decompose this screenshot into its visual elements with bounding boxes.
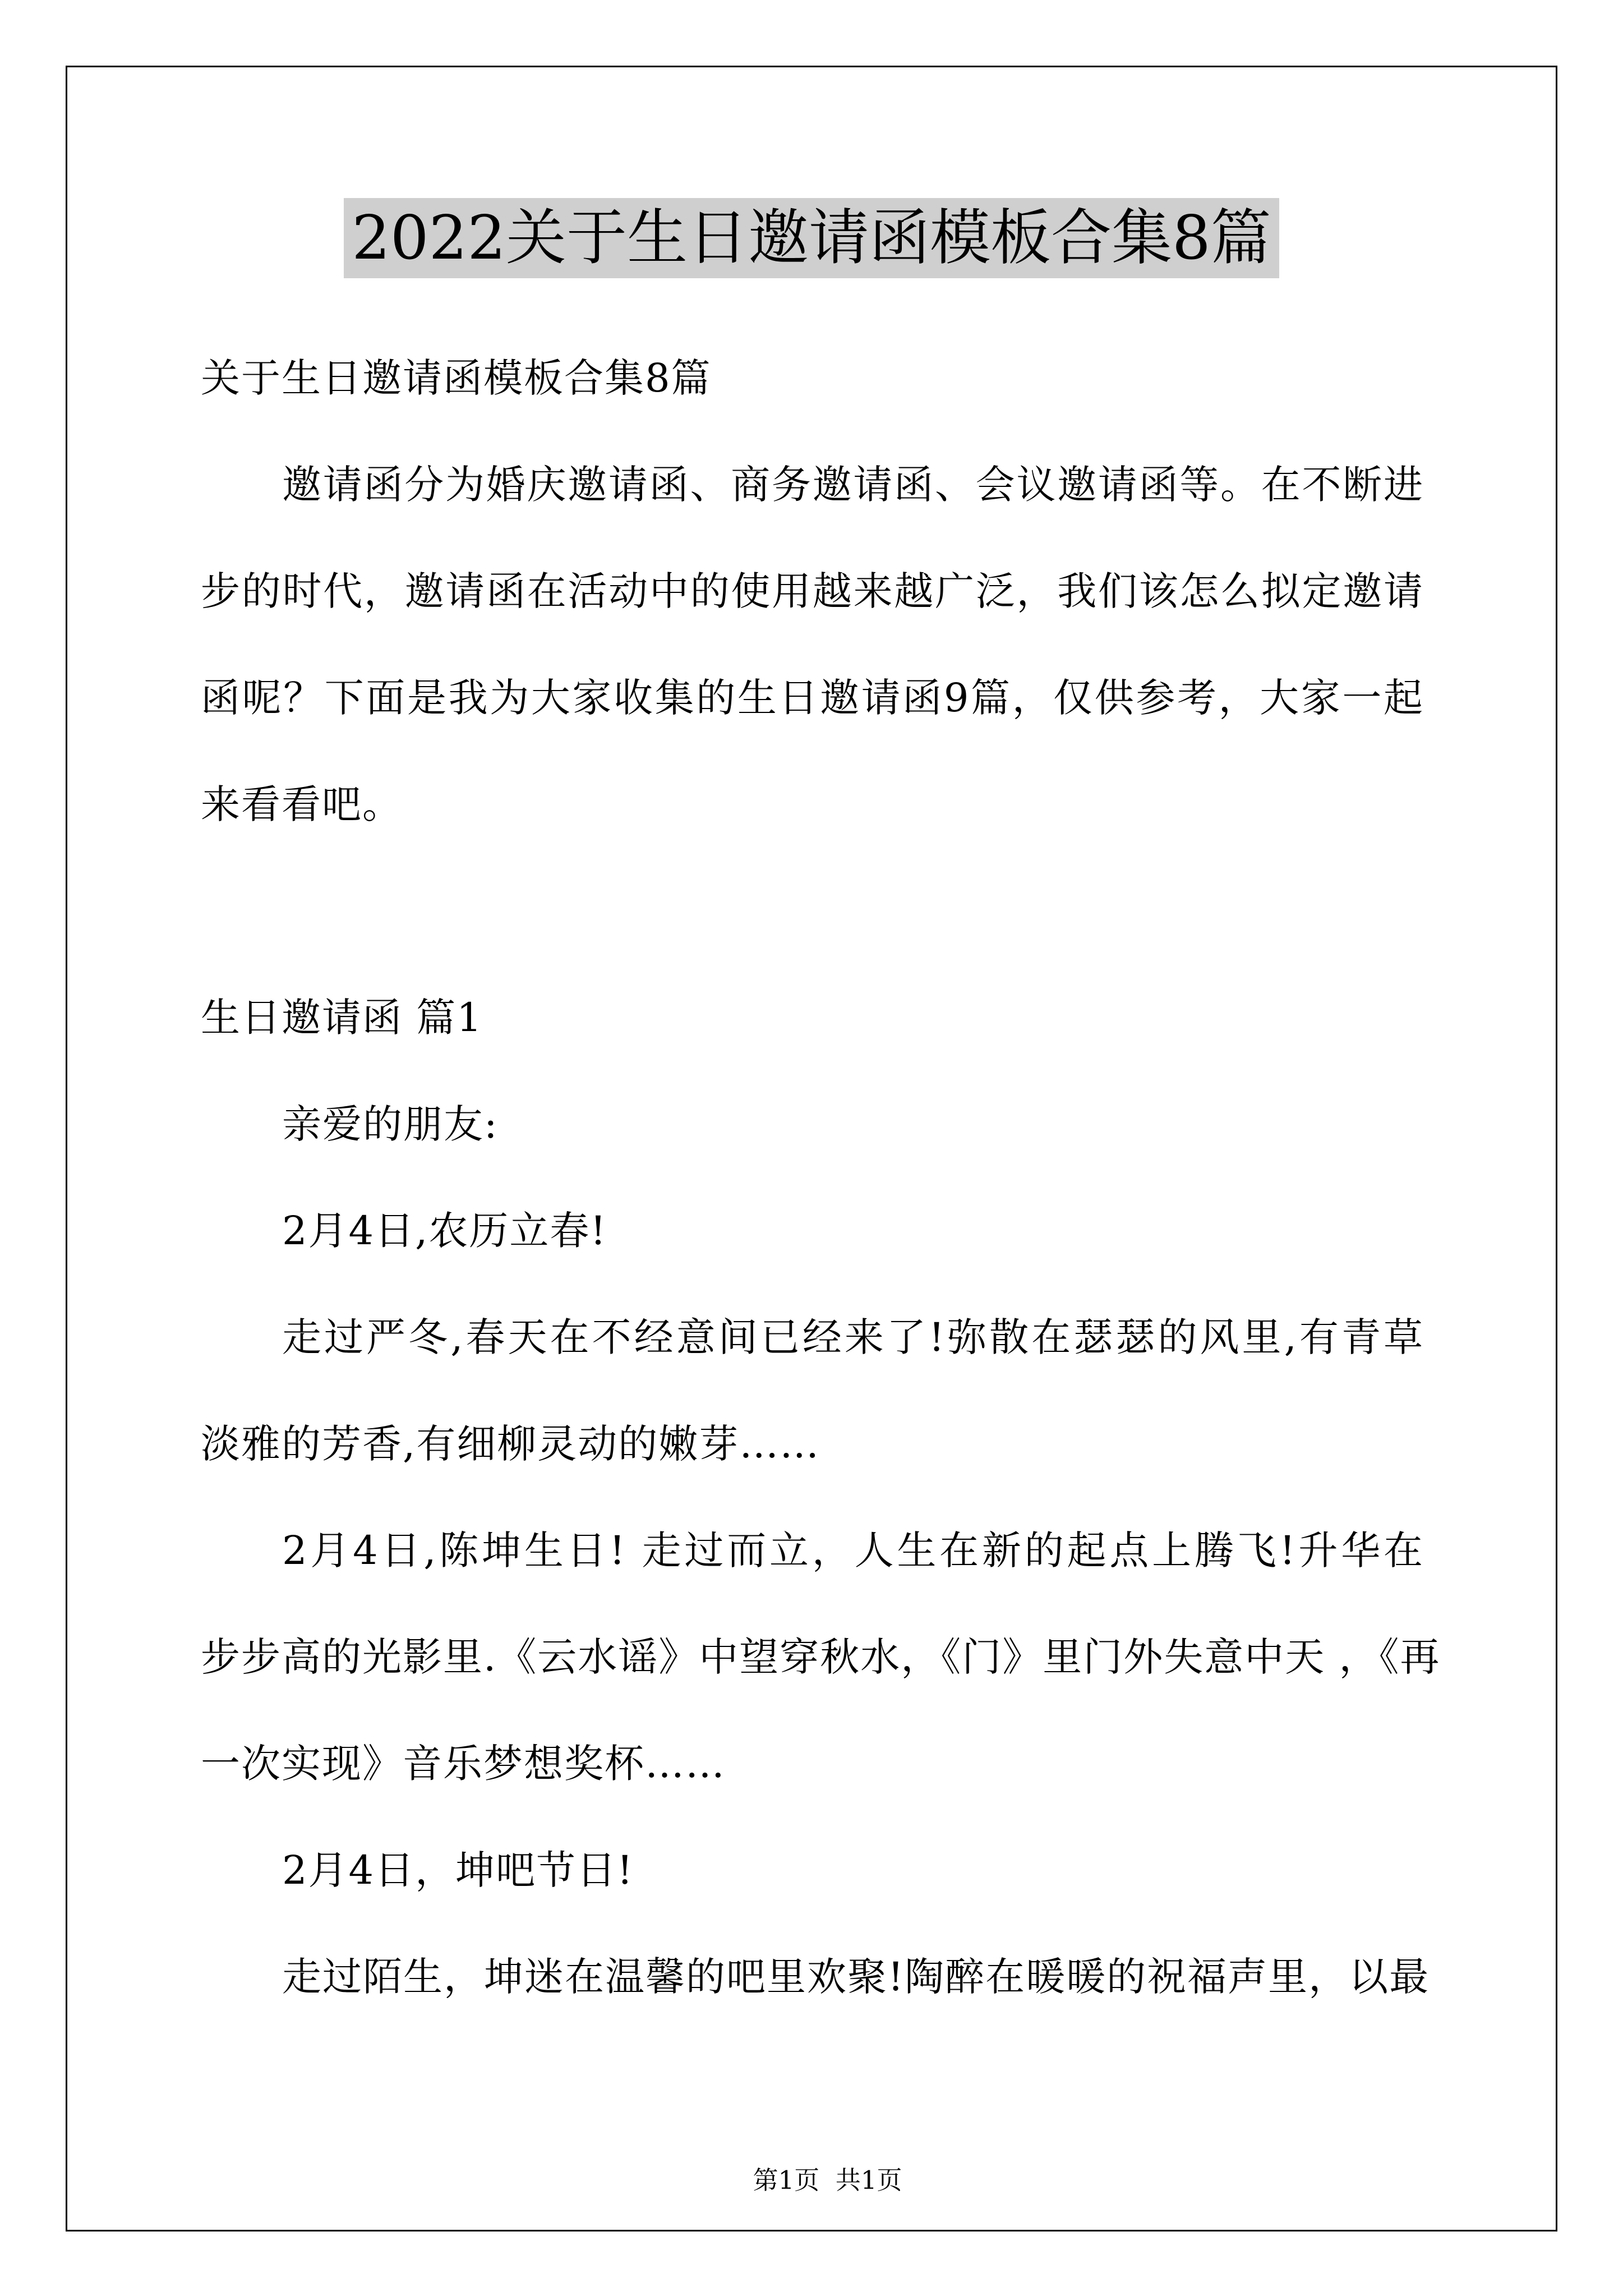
document-body bbox=[201, 325, 1441, 2030]
page-number-label: 第1页 共1页 bbox=[753, 2165, 902, 2195]
date-line: 2月4日,农历立春! bbox=[282, 1208, 607, 1254]
paragraph-line: 一次实现》音乐梦想奖杯…… bbox=[201, 1741, 726, 1787]
birthday-paragraph bbox=[201, 1497, 1441, 1817]
intro-line: 邀请函分为婚庆邀请函、商务邀请函、会议邀请函等。在不断进 bbox=[282, 462, 1424, 508]
greeting-line: 亲爱的朋友: bbox=[282, 1101, 499, 1147]
paragraph-line: 2月4日,陈坤生日! 走过而立，人生在新的起点上腾飞!升华在 bbox=[282, 1527, 1424, 1573]
paragraph-line: 走过严冬,春天在不经意间已经来了!弥散在瑟瑟的风里,有青草 bbox=[282, 1314, 1424, 1360]
intro-line: 来看看吧。 bbox=[201, 781, 403, 827]
document-title: 2022关于生日邀请函模板合集8篇 bbox=[344, 198, 1279, 278]
page-footer bbox=[0, 2130, 1623, 2195]
paragraph-line: 淡雅的芳香,有细柳灵动的嫩芽…… bbox=[201, 1421, 820, 1467]
document-subtitle: 关于生日邀请函模板合集8篇 bbox=[201, 355, 712, 401]
title-block bbox=[0, 198, 1623, 278]
paragraph-line: 2月4日，坤吧节日! bbox=[282, 1847, 634, 1893]
blank-line bbox=[201, 858, 1424, 964]
paragraph-line: 走过陌生，坤迷在温馨的吧里欢聚!陶醉在暖暖的祝福声里，以最 bbox=[282, 1954, 1430, 2000]
intro-paragraph bbox=[201, 431, 1424, 858]
festival-paragraph bbox=[201, 1817, 1424, 1924]
gathering-paragraph bbox=[201, 1924, 1430, 2030]
paragraph-line: 步步高的光影里.《云水谣》中望穿秋水，《门》里门外失意中天 ，《再 bbox=[201, 1634, 1441, 1680]
intro-line: 步的时代，邀请函在活动中的使用越来越广泛，我们该怎么拟定邀请 bbox=[201, 568, 1424, 614]
intro-line: 函呢？下面是我为大家收集的生日邀请函9篇，仅供参考，大家一起 bbox=[201, 675, 1424, 721]
date-paragraph bbox=[201, 1177, 1424, 1284]
greeting-paragraph bbox=[201, 1071, 1424, 1177]
spring-paragraph bbox=[201, 1284, 1424, 1497]
section-heading: 生日邀请函 篇1 bbox=[201, 995, 483, 1041]
